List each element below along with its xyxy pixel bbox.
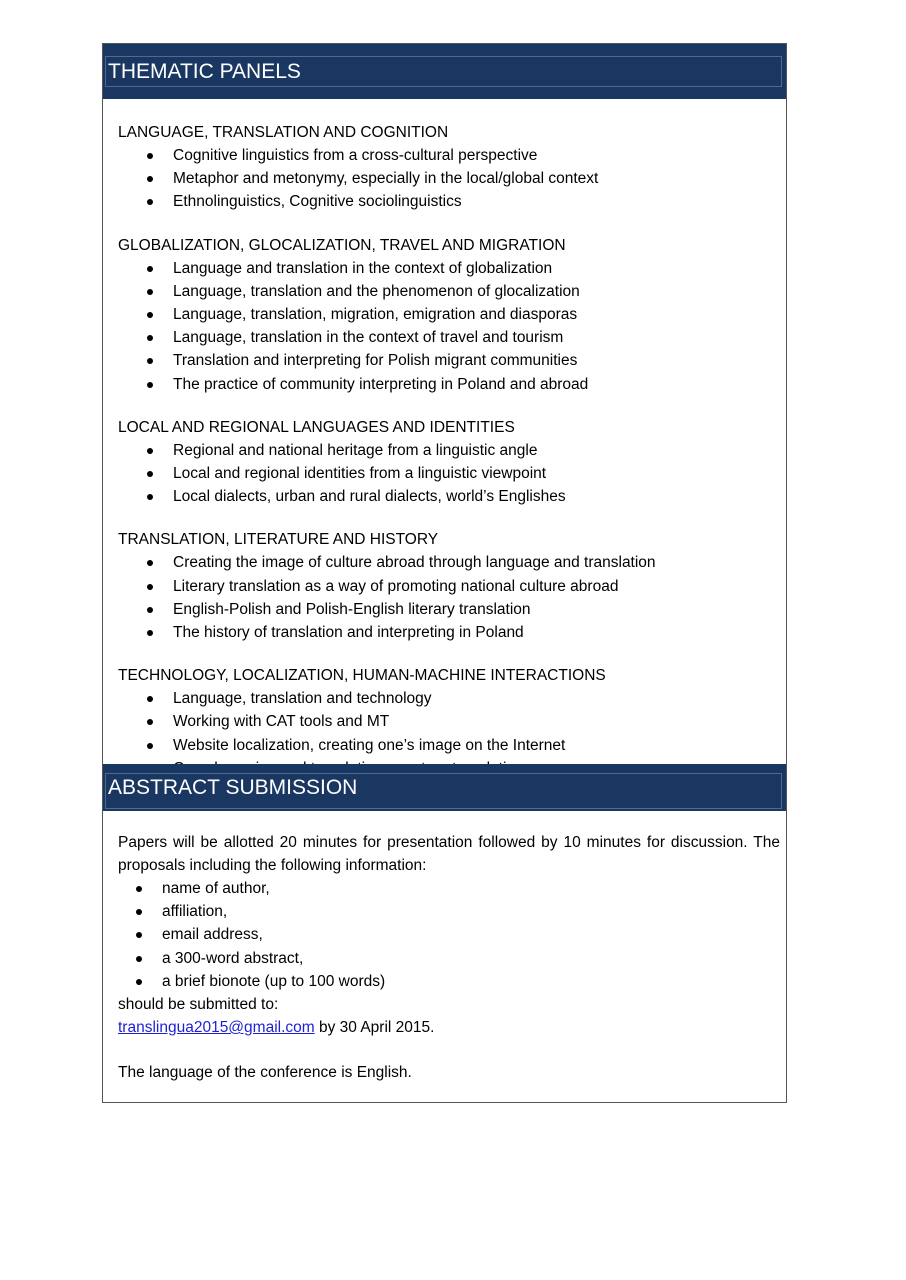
panel-topic: English-Polish and Polish-English literary translation <box>145 598 772 621</box>
requirement-item: name of author, <box>134 877 780 900</box>
document-frame <box>102 43 787 1103</box>
panel-topic: Metaphor and metonymy, especially in the local/global context <box>145 167 772 190</box>
panel-section-title: LANGUAGE, TRANSLATION AND COGNITION <box>118 124 449 141</box>
panel-section <box>118 664 772 780</box>
thematic-panels-title: THEMATIC PANELS <box>108 60 301 83</box>
panel-topic: The history of translation and interpreting in Poland <box>145 621 772 644</box>
panel-topic: The practice of community interpreting in Poland and abroad <box>145 373 772 396</box>
panel-topic: Creating the image of culture abroad through language and translation <box>145 551 772 574</box>
language-note: The language of the conference is English. <box>118 1064 412 1082</box>
panel-topic: Translation and interpreting for Polish migrant communities <box>145 349 772 372</box>
email-link[interactable]: translingua2015@gmail.com <box>118 1019 315 1037</box>
panel-section-title: TRANSLATION, LITERATURE AND HISTORY <box>118 531 439 549</box>
panel-topic: Language and translation in the context of globalization <box>145 257 772 280</box>
panel-section-title: LOCAL AND REGIONAL LANGUAGES AND IDENTITIES <box>118 418 515 436</box>
abstract-submission-body <box>103 811 786 1102</box>
panel-topic: Regional and national heritage from a linguistic angle <box>145 439 772 462</box>
panel-section <box>118 528 772 644</box>
panel-topic: Working with CAT tools and MT <box>145 710 772 733</box>
submit-to-text: should be submitted to: <box>118 996 279 1014</box>
thematic-panels-header <box>103 44 786 99</box>
panel-topic: Local and regional identities from a linguistic viewpoint <box>145 462 772 485</box>
requirement-item: a brief bionote (up to 100 words) <box>134 970 780 993</box>
panel-topic: Literary translation as a way of promoting national culture abroad <box>145 575 772 598</box>
panel-topic: Language, translation and technology <box>145 687 772 710</box>
requirements-list <box>118 877 780 993</box>
requirement-item: a 300-word abstract, <box>134 947 780 970</box>
abstract-submission-title: ABSTRACT SUBMISSION <box>108 776 358 799</box>
panel-section <box>118 416 772 509</box>
panel-topic: Cognitive linguistics from a cross-cultural perspective <box>145 144 772 167</box>
panel-topic: Website localization, creating one’s image on the Internet <box>145 734 772 757</box>
panel-topic: Language, translation and the phenomenon of glocalization <box>145 280 772 303</box>
requirement-item: affiliation, <box>134 900 780 923</box>
spacer <box>118 1039 780 1061</box>
panel-section <box>118 121 772 214</box>
abstract-submission-header <box>103 764 786 811</box>
panel-topic: Language, translation, migration, emigration and diasporas <box>145 303 772 326</box>
panel-topic-list <box>118 439 772 509</box>
email-line <box>118 1016 780 1039</box>
panel-topic: Language, translation in the context of travel and tourism <box>145 326 772 349</box>
panel-topic: Ethnolinguistics, Cognitive sociolinguistics <box>145 190 772 213</box>
thematic-panels-body <box>103 99 786 764</box>
deadline-text: by 30 April 2015. <box>314 1019 435 1037</box>
panel-section-title: GLOBALIZATION, GLOCALIZATION, TRAVEL AND MIGRATION <box>118 236 566 254</box>
abstract-intro: Papers will be allotted 20 minutes for presentation followed by 10 minutes for discussion. The proposals including the following information: <box>118 834 780 874</box>
requirement-item: email address, <box>134 923 780 946</box>
panel-section-title: TECHNOLOGY, LOCALIZATION, HUMAN-MACHINE INTERACTIONS <box>118 667 606 685</box>
panel-topic-list <box>118 551 772 644</box>
panel-topic-list <box>118 144 772 214</box>
panel-topic-list <box>118 257 772 396</box>
panel-section <box>118 234 772 396</box>
panel-topic: Local dialects, urban and rural dialects, world’s Englishes <box>145 485 772 508</box>
